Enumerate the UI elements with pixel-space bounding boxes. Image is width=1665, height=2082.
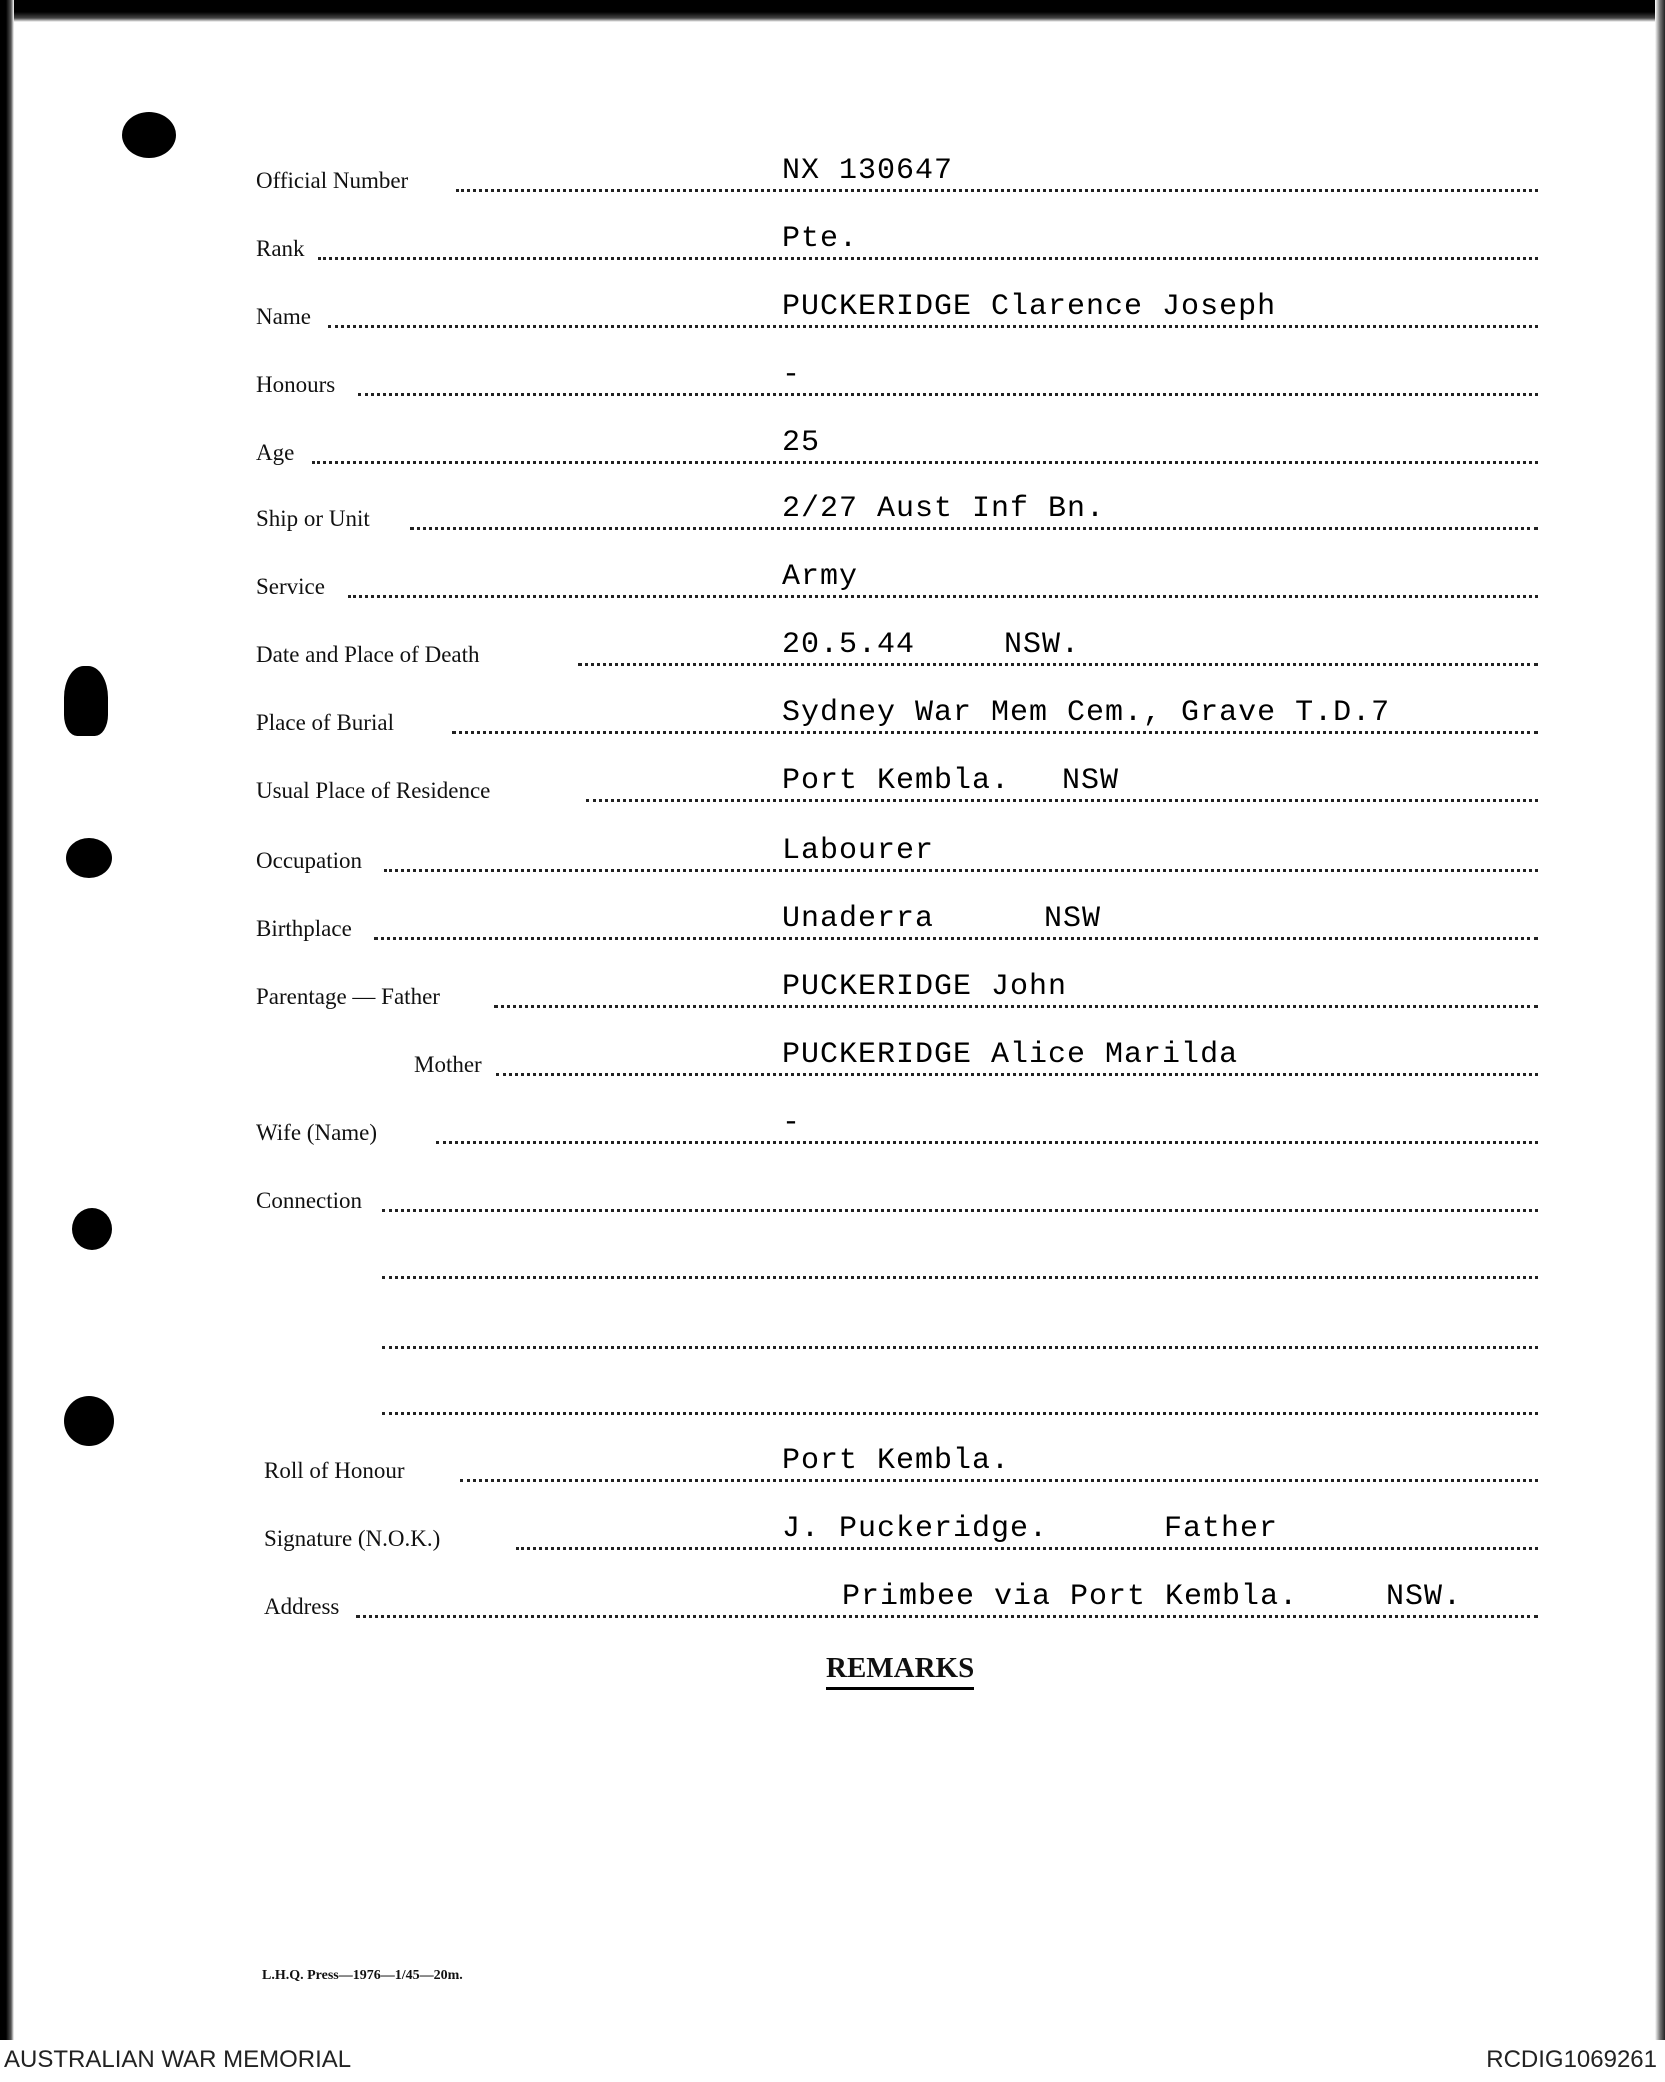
label-name: Name: [256, 304, 311, 329]
label-wife: Wife (Name): [256, 1120, 378, 1145]
field-service: [256, 560, 1538, 606]
field-place-of-burial: [256, 696, 1538, 742]
label-connection: Connection: [256, 1188, 363, 1213]
label-occupation: Occupation: [256, 848, 363, 873]
connection-blank-line: [382, 1346, 1538, 1349]
connection-blank-line: [382, 1276, 1538, 1279]
label-official-number: Official Number: [256, 168, 409, 193]
label-rank: Rank: [256, 236, 305, 261]
value-address-state: NSW.: [1386, 1580, 1463, 1614]
field-connection: [256, 1180, 1538, 1220]
label-ship-or-unit: Ship or Unit: [256, 506, 370, 531]
label-birthplace: Birthplace: [256, 916, 352, 941]
value-service: Army: [782, 560, 859, 594]
field-name: [256, 290, 1538, 336]
field-residence: [256, 764, 1538, 810]
field-date-place-death: [256, 628, 1538, 674]
label-father: Parentage — Father: [256, 984, 440, 1009]
value-honours: -: [782, 358, 802, 392]
value-mother: PUCKERIDGE Alice Marilda: [782, 1038, 1239, 1072]
field-age: [256, 426, 1538, 472]
label-age: Age: [256, 440, 295, 465]
label-mother: Mother: [414, 1052, 482, 1077]
punch-hole: [122, 112, 176, 158]
label-residence: Usual Place of Residence: [256, 778, 491, 803]
footer-archive-name: AUSTRALIAN WAR MEMORIAL: [4, 2046, 352, 2073]
value-rank: Pte.: [782, 222, 859, 256]
punch-hole: [64, 666, 108, 736]
field-wife: [256, 1106, 1538, 1152]
value-residence-state: NSW: [1062, 764, 1120, 798]
connection-blank-line: [382, 1412, 1538, 1415]
value-birthplace-state: NSW: [1044, 902, 1102, 936]
punch-hole: [66, 838, 112, 878]
label-service: Service: [256, 574, 325, 599]
label-date-place-death: Date and Place of Death: [256, 642, 480, 667]
field-mother: [256, 1038, 1538, 1084]
value-date-death: 20.5.44: [782, 628, 916, 662]
scan-edge-top: [0, 0, 1665, 22]
value-father: PUCKERIDGE John: [782, 970, 1068, 1004]
remarks-heading: REMARKS: [826, 1652, 974, 1690]
value-place-death: NSW.: [1004, 628, 1081, 662]
field-birthplace: [256, 902, 1538, 948]
scan-edge-right: [1655, 0, 1665, 2040]
field-father: [256, 970, 1538, 1016]
value-signature-relation: Father: [1164, 1512, 1279, 1546]
field-ship-or-unit: [256, 492, 1538, 538]
value-place-of-burial: Sydney War Mem Cem., Grave T.D.7: [782, 696, 1391, 730]
value-occupation: Labourer: [782, 834, 935, 868]
field-signature: [256, 1512, 1538, 1558]
press-mark: L.H.Q. Press—1976—1/45—20m.: [262, 1968, 463, 1983]
value-address: Primbee via Port Kembla.: [842, 1580, 1299, 1614]
value-age: 25: [782, 426, 821, 460]
value-official-number: NX 130647: [782, 154, 954, 188]
field-address: [256, 1580, 1538, 1626]
label-address: Address: [264, 1594, 340, 1619]
field-rank: [256, 222, 1538, 268]
value-roll-of-honour: Port Kembla.: [782, 1444, 1011, 1478]
footer-record-id: RCDIG1069261: [1486, 2046, 1657, 2073]
value-wife: -: [782, 1106, 802, 1140]
field-roll-of-honour: [256, 1444, 1538, 1490]
punch-hole: [64, 1396, 114, 1446]
value-signature: J. Puckeridge.: [782, 1512, 1049, 1546]
field-honours: [256, 358, 1538, 404]
scan-edge-left: [0, 0, 14, 2040]
field-occupation: [256, 834, 1538, 880]
label-honours: Honours: [256, 372, 336, 397]
label-roll-of-honour: Roll of Honour: [264, 1458, 405, 1483]
value-birthplace: Unaderra: [782, 902, 935, 936]
value-residence: Port Kembla.: [782, 764, 1011, 798]
punch-hole: [72, 1208, 112, 1250]
value-ship-or-unit: 2/27 Aust Inf Bn.: [782, 492, 1106, 526]
label-signature: Signature (N.O.K.): [264, 1526, 441, 1551]
field-official-number: [256, 154, 1538, 200]
value-name: PUCKERIDGE Clarence Joseph: [782, 290, 1277, 324]
label-place-of-burial: Place of Burial: [256, 710, 394, 735]
